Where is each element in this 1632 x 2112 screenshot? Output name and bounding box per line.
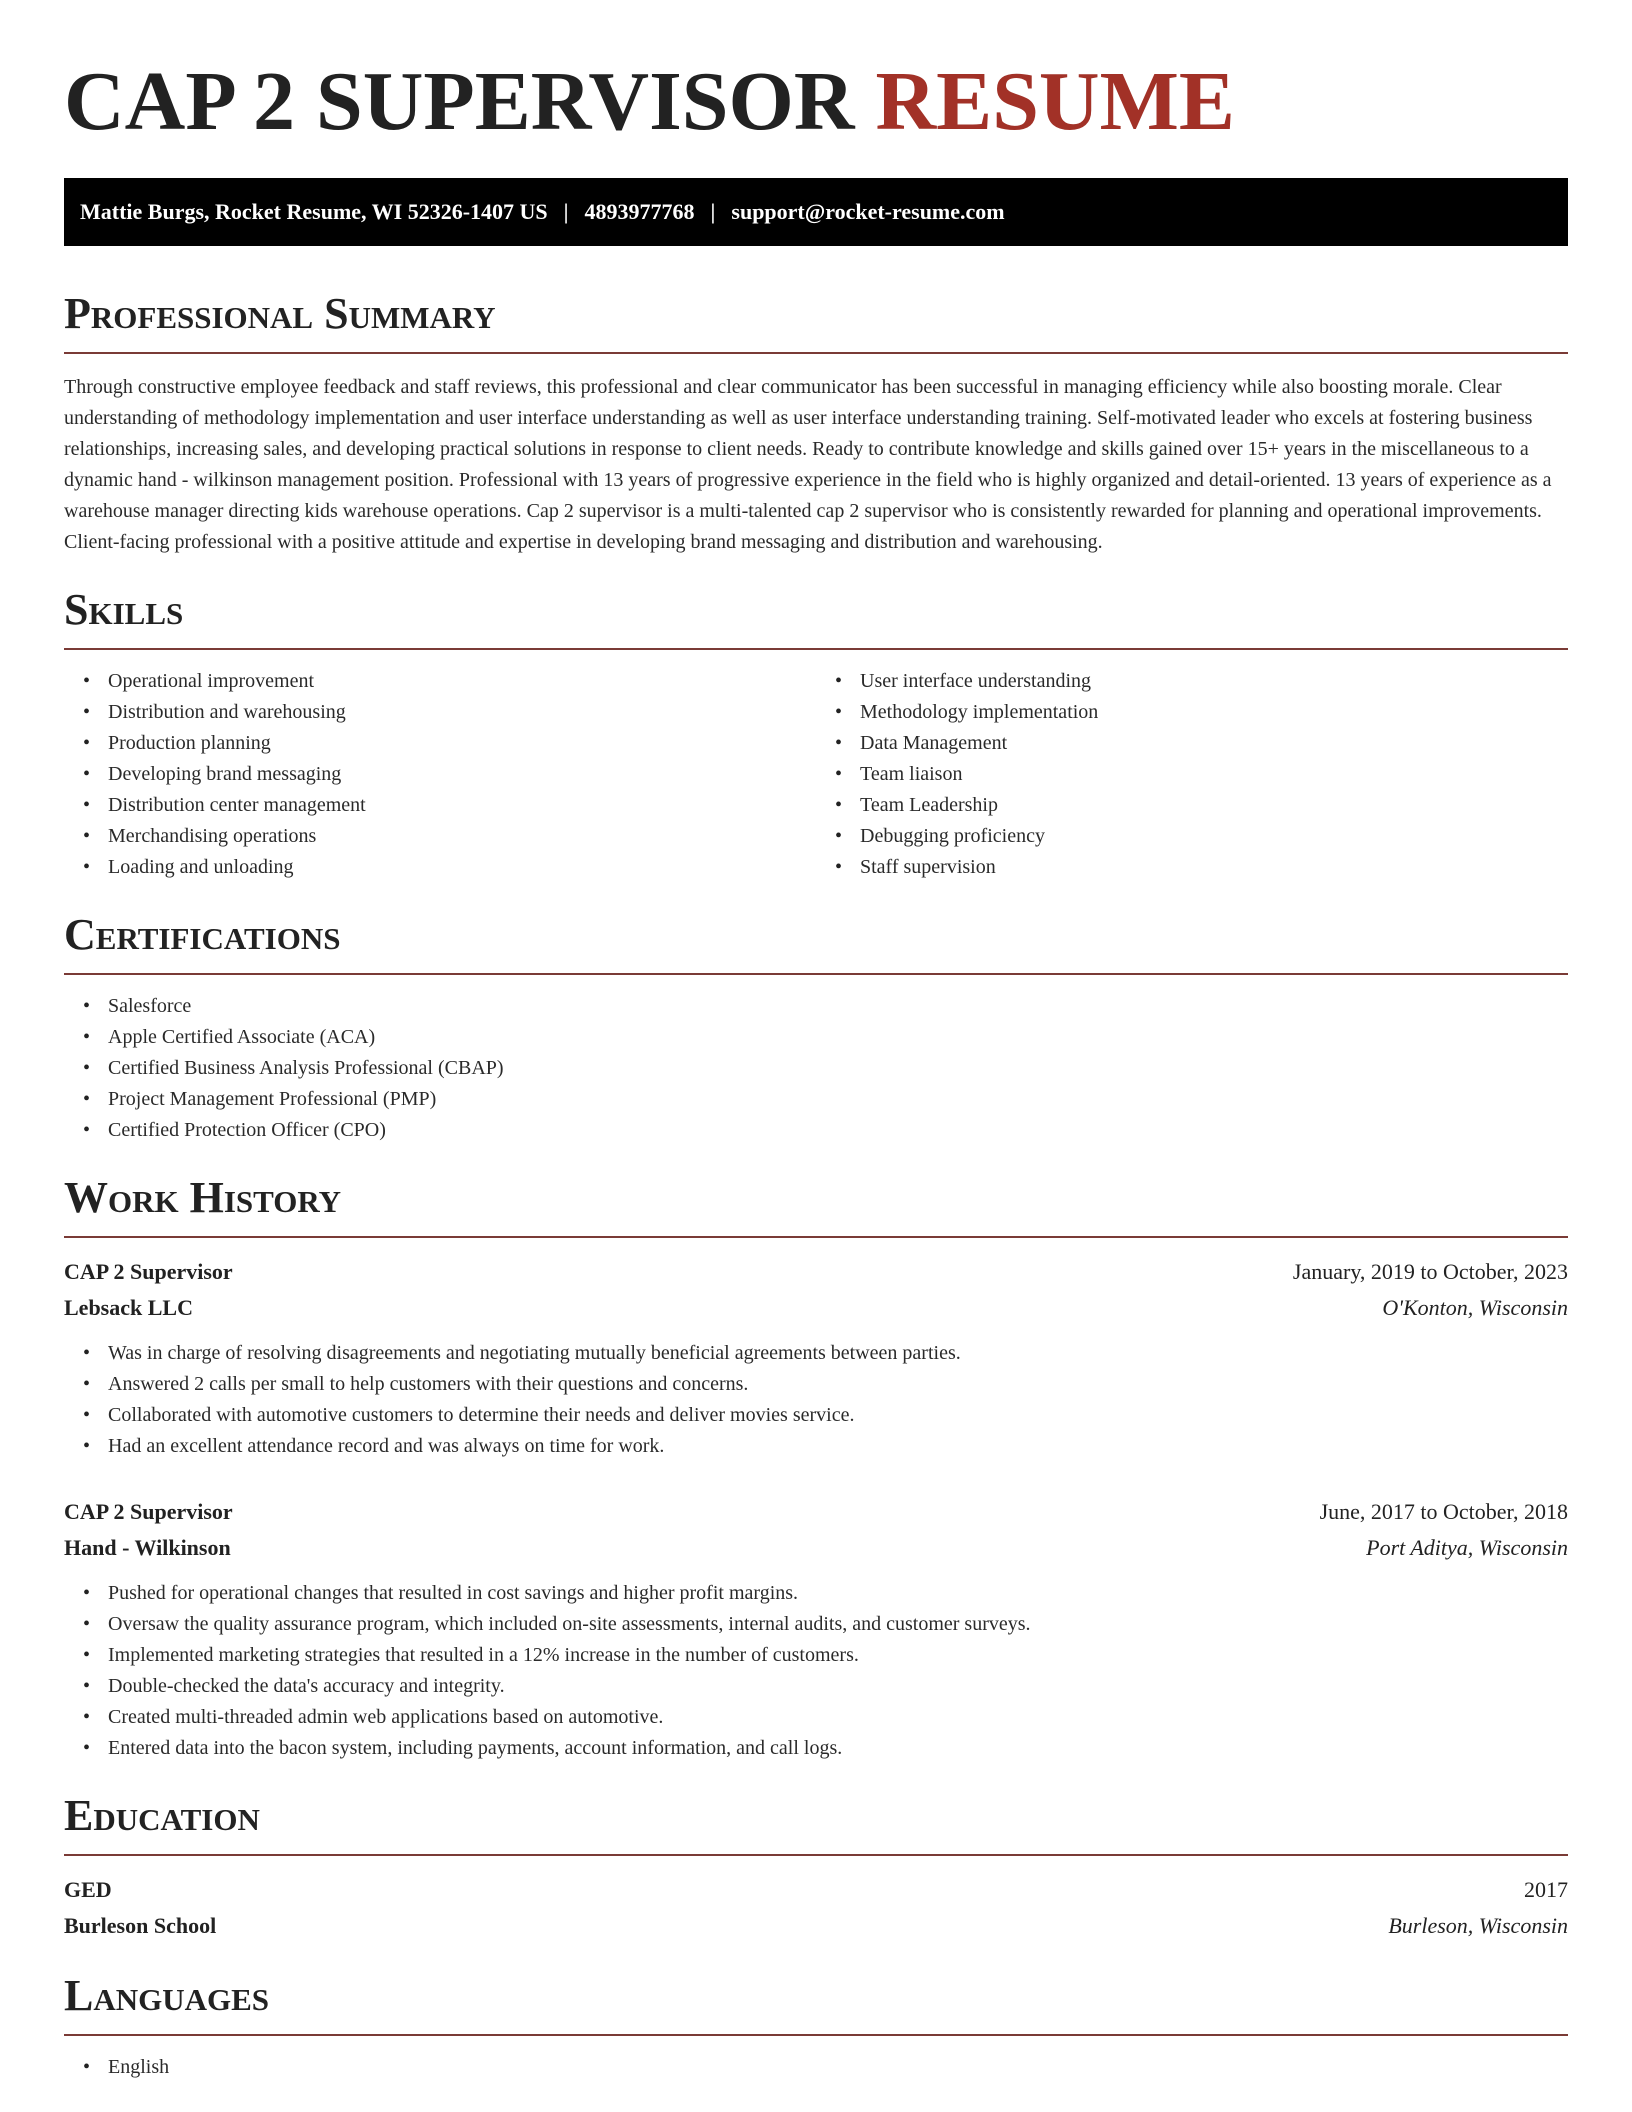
job-subheader	[64, 1530, 1568, 1566]
education-degree: GED	[64, 1877, 112, 1902]
skill-item: • Developing brand messaging	[108, 759, 816, 790]
job-bullet: • Double-checked the data's accuracy and integrity.	[108, 1671, 1568, 1702]
skill-item: • Merchandising operations	[108, 821, 816, 852]
contact-address: Mattie Burgs, Rocket Resume, WI 52326-1407 US	[80, 199, 548, 224]
section-divider	[64, 352, 1568, 354]
job-dates: June, 2017 to October, 2018	[1319, 1499, 1568, 1524]
certification-item: • Project Management Professional (PMP)	[108, 1084, 1568, 1115]
section-divider	[64, 1854, 1568, 1856]
job-title: CAP 2 Supervisor	[64, 1259, 233, 1284]
title-main: CAP 2 SUPERVISOR	[64, 55, 855, 148]
title-accent: RESUME	[875, 55, 1235, 148]
job-entry	[64, 1254, 1568, 1462]
certification-item: • Certified Protection Officer (CPO)	[108, 1115, 1568, 1146]
skill-item: • User interface understanding	[860, 666, 1568, 697]
language-item: • English	[108, 2052, 1568, 2083]
summary-section	[64, 290, 1568, 558]
summary-text: Through constructive employee feedback and staff reviews, this professional and clear communicator has been successful in managing efficiency while also boosting morale. Clear understanding of methodology implementation and user interface understanding as well as user interface understanding training. Self-motivated leader who excels at fostering business relationships, increasing sales, and developing practical solutions in response to client needs. Ready to contribute knowledge and skills gained over 15+ years in the miscellaneous to a dynamic hand - wilkinson management position. Professional with 13 years of progressive experience in the field who is highly organized and detail-oriented. 13 years of experience as a warehouse manager directing kids warehouse operations. Cap 2 supervisor is a multi-talented cap 2 supervisor who is consistently rewarded for planning and operational improvements. Client-facing professional with a positive attitude and expertise in developing brand messaging and distribution and warehousing.	[64, 376, 1552, 553]
skill-item: • Data Management	[860, 728, 1568, 759]
certifications-section	[64, 911, 1568, 1146]
job-entry	[64, 1494, 1568, 1764]
skills-list-right	[816, 666, 1568, 883]
job-bullet: • Entered data into the bacon system, including payments, account information, and call logs.	[108, 1733, 1568, 1764]
skills-heading: Skills	[64, 585, 184, 634]
summary-heading: Professional Summary	[64, 289, 496, 338]
education-section	[64, 1792, 1568, 1944]
education-heading: Education	[64, 1791, 260, 1840]
languages-heading: Languages	[64, 1971, 270, 2020]
certification-item: • Apple Certified Associate (ACA)	[108, 1022, 1568, 1053]
certifications-heading: Certifications	[64, 910, 341, 959]
skill-item: • Distribution and warehousing	[108, 697, 816, 728]
job-bullet: • Answered 2 calls per small to help customers with their questions and concerns.	[108, 1369, 1568, 1400]
job-bullet: • Collaborated with automotive customers to determine their needs and deliver movies service.	[108, 1400, 1568, 1431]
education-subheader	[64, 1908, 1568, 1944]
job-company: Hand - Wilkinson	[64, 1535, 231, 1560]
certification-item: • Salesforce	[108, 991, 1568, 1022]
skills-grid	[64, 650, 1568, 883]
section-divider	[64, 1236, 1568, 1238]
skill-item: • Methodology implementation	[860, 697, 1568, 728]
job-bullet: • Pushed for operational changes that resulted in cost savings and higher profit margins.	[108, 1578, 1568, 1609]
skill-item: • Debugging proficiency	[860, 821, 1568, 852]
job-company: Lebsack LLC	[64, 1295, 193, 1320]
skill-item: • Distribution center management	[108, 790, 816, 821]
section-divider	[64, 2034, 1568, 2036]
job-bullet: • Created multi-threaded admin web applications based on automotive.	[108, 1702, 1568, 1733]
skill-item: • Team liaison	[860, 759, 1568, 790]
languages-list	[64, 2052, 1568, 2083]
section-divider	[64, 973, 1568, 975]
contact-separator: |	[710, 199, 716, 224]
job-dates: January, 2019 to October, 2023	[1292, 1259, 1568, 1284]
contact-separator: |	[563, 199, 569, 224]
job-location: Port Aditya, Wisconsin	[1366, 1535, 1568, 1560]
contact-phone: 4893977768	[584, 199, 695, 224]
resume-title	[64, 0, 1568, 148]
skill-item: • Staff supervision	[860, 852, 1568, 883]
education-location: Burleson, Wisconsin	[1388, 1913, 1568, 1938]
skills-section	[64, 586, 1568, 883]
education-header	[64, 1872, 1568, 1908]
job-header	[64, 1494, 1568, 1530]
job-location: O'Konton, Wisconsin	[1382, 1295, 1568, 1320]
job-title: CAP 2 Supervisor	[64, 1499, 233, 1524]
job-bullets	[64, 1338, 1568, 1462]
job-subheader	[64, 1290, 1568, 1326]
skills-list-left	[64, 666, 816, 883]
job-bullet: • Was in charge of resolving disagreements and negotiating mutually beneficial agreements between parties.	[108, 1338, 1568, 1369]
job-bullets	[64, 1578, 1568, 1764]
skill-item: • Production planning	[108, 728, 816, 759]
work-history-heading: Work History	[64, 1173, 342, 1222]
skill-item: • Team Leadership	[860, 790, 1568, 821]
education-entry	[64, 1872, 1568, 1944]
certification-item: • Certified Business Analysis Professional (CBAP)	[108, 1053, 1568, 1084]
contact-email: support@rocket-resume.com	[731, 199, 1005, 224]
education-school: Burleson School	[64, 1913, 217, 1938]
skill-item: • Operational improvement	[108, 666, 816, 697]
education-year: 2017	[1524, 1877, 1568, 1902]
contact-bar	[64, 178, 1568, 246]
certifications-list	[64, 991, 1568, 1146]
job-bullet: • Implemented marketing strategies that resulted in a 12% increase in the number of customers.	[108, 1640, 1568, 1671]
skill-item: • Loading and unloading	[108, 852, 816, 883]
job-header	[64, 1254, 1568, 1290]
work-history-section	[64, 1174, 1568, 1764]
job-bullet: • Oversaw the quality assurance program, which included on-site assessments, internal audits, and customer surveys.	[108, 1609, 1568, 1640]
languages-section	[64, 1972, 1568, 2083]
job-bullet: • Had an excellent attendance record and was always on time for work.	[108, 1431, 1568, 1462]
